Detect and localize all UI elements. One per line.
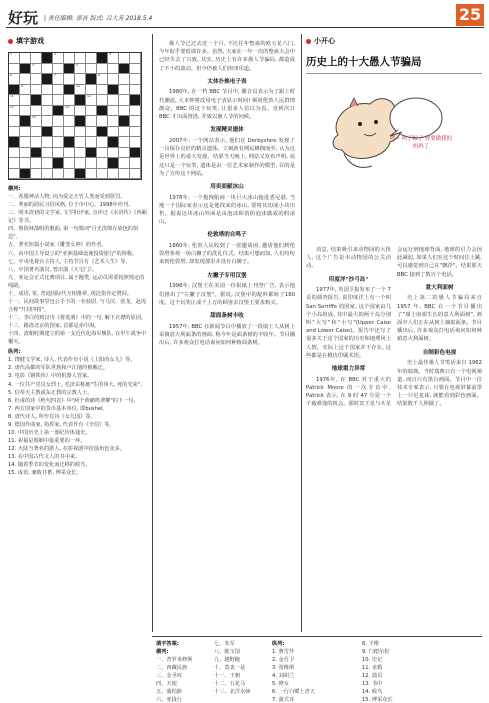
clue-number: 1: [10, 52, 12, 56]
answer-item: 13. 书中: [362, 681, 383, 688]
grid-cell: [64, 116, 75, 127]
grid-cell: [108, 74, 119, 85]
title-divider: [306, 73, 482, 74]
grid-block: [31, 148, 42, 159]
across-clue: 十二、李白的到汉诗《将进酒》中的一句, 解下衣襟的原因。: [8, 315, 147, 321]
grid-cell: [119, 53, 130, 64]
section-body: 1976年, 在 BBC 对于重大的 Patrick Moore 的一次专访中, Patrick 表示, 在 9 时 47 分是一个千载难逢的机会。那时冥王星与木星会运行到地球背面, 地球的引力会因此减弱, 如果人们在这个时间往上跳, 可以感觉到自己在"飘浮"。结果那天 BBC 接到了数百个电话。: [306, 247, 482, 408]
right-article: [306, 34, 482, 632]
grid-cell: [42, 116, 53, 127]
grid-cell: [119, 85, 130, 96]
section-body: 1980年, 在一档 BBC 节目中, 播音员表示为了跟上时代潮流, 大本钟将改用电子表显示时间! 顿时伦敦人民群情激奋。BBC 的这个玩笑, 让很多人信以为真。直到次日 BBC 才出面澄清, 并致以愚人节的问候。: [159, 89, 295, 121]
answer-item: 10. 史记: [362, 657, 383, 664]
right-intro: 消息, 结果吸引来动物园的大批人, 这个广告是市动物园的公关活动。: [306, 247, 391, 270]
grid-cell: [20, 85, 31, 96]
grid-cell: [31, 127, 42, 138]
right-section-title: 小开心: [314, 37, 335, 45]
grid-cell: [97, 169, 108, 180]
grid-cell: [97, 116, 108, 127]
grid-cell: [20, 137, 31, 148]
grid-cell: [86, 137, 97, 148]
grid-cell: [75, 64, 86, 75]
grid-cell: [64, 169, 75, 180]
grid-cell: [31, 74, 42, 85]
grid-block: [97, 106, 108, 117]
across-clue: 十三、路清北京的国家, 首都是赤中海。: [8, 323, 100, 330]
grid-cell: [53, 116, 64, 127]
clue-number: 13: [10, 104, 14, 109]
grid-block: [108, 137, 119, 148]
grid-block: [86, 74, 97, 85]
grid-cell: [130, 53, 141, 64]
grid-cell: [42, 158, 53, 169]
grid-block: [9, 137, 20, 148]
section-body: 史上第二的愚人节骗局来自 1957 年, BBC 在一个节目播出了"瑞士南部生长的意大利面树", 画面中人们正在从树上摘取面条。节目播出后, 许多观众打电话询问如何种植意大利面树。: [397, 295, 482, 343]
grid-cell: [75, 137, 86, 148]
answer-item: 二、西藏民族: [156, 665, 188, 672]
answer-item: 三、金圣叹: [156, 673, 182, 680]
grid-cell: [108, 53, 119, 64]
answer-item: 11. 求婚: [362, 665, 383, 672]
section-subtitle: 印度洋"沙弓岛": [328, 276, 369, 283]
down-clue: 11. 祝福是婚姻中最重要的一环。: [8, 437, 86, 444]
grid-cell: [108, 116, 119, 127]
grid-cell: [130, 106, 141, 117]
grid-block: [64, 137, 75, 148]
grid-cell: [119, 95, 130, 106]
clue-number: 7: [54, 73, 56, 77]
grid-cell: [31, 85, 42, 96]
grid-cell: [9, 106, 20, 117]
across-clue: 三、明末清初的文学家, 文学批评家, 点评过《水浒传》《西厢记》等书。: [8, 210, 147, 225]
answer-item: 九、越野跑: [214, 657, 240, 664]
grid-cell: [75, 106, 86, 117]
grid-cell: [53, 85, 64, 96]
clue-number: 6: [10, 73, 12, 77]
grid-cell: [75, 85, 86, 96]
grid-cell: [42, 64, 53, 75]
grid-cell: [119, 74, 130, 85]
down-clue: 12. 大陆当著名的游人, 在影视剧中扮演角色众多。: [8, 446, 125, 452]
across-clue: 一、希腊神话人物, 因为爱走天竹人类而受到惩罚。: [8, 194, 126, 201]
down-clue: 10. 中国历史上第一部纪传体通史。: [8, 429, 91, 436]
grid-cell: [86, 116, 97, 127]
clue-number: 3: [109, 52, 111, 56]
grid-cell: [119, 158, 130, 169]
answer-item: 十二、五花马: [214, 681, 246, 688]
grid-cell: [20, 74, 31, 85]
grid-cell: [108, 148, 119, 159]
grid-cell: [108, 64, 119, 75]
right-body: [306, 246, 482, 410]
across-clue: 十一、民间故事里包公手下的一名校尉, 与马汉、张龙、赵虎合称"开封四将"。: [8, 298, 147, 313]
grid-cell: [86, 64, 97, 75]
grid-cell: [42, 148, 53, 159]
grid-cell: [53, 137, 64, 148]
grid-cell: [53, 53, 64, 64]
down-clue: 5. 信奉天主教或东正教的宗教人士。: [8, 389, 93, 396]
grid-cell: [9, 158, 20, 169]
illustration-caption: 鸣~ 叫了粽子 你要做我的妈妈了: [390, 136, 452, 150]
across-clue: 十、成语, 常, 普通国际代互相推辈, 现泛指肯定赞同。: [8, 290, 133, 297]
clue-number: 8: [98, 73, 100, 77]
section-body: 1998年, 汉堡王在美国一份报纸上刊登广告, 表示他们推出了"左撇子汉堡"。据说, 汉堡中的配料都转了180度。这个玩笑让成千上万的顾客去汉堡王要求购买。: [159, 283, 295, 306]
grid-cell: [86, 127, 97, 138]
grid-block: [108, 158, 119, 169]
grid-cell: [86, 53, 97, 64]
grid-cell: [130, 169, 141, 180]
answer-item: 9. 门德尔松: [362, 649, 390, 656]
down-clue: 9. 德国作曲家, 指挥家, 代表作有《辛伯》等。: [8, 421, 115, 428]
answer-item: 一、普罗米修斯: [156, 657, 193, 664]
grid-cell: [97, 137, 108, 148]
masthead: [6, 4, 484, 28]
grid-cell: [108, 106, 119, 117]
grid-cell: [108, 95, 119, 106]
down-clue: 3. 电影《钢铁侠》中的机器人管家。: [8, 373, 93, 380]
grid-block: [119, 116, 130, 127]
grid-cell: [75, 158, 86, 169]
grid-cell: [130, 137, 141, 148]
grid-cell: [119, 127, 130, 138]
grid-block: [97, 127, 108, 138]
down-label: 纵列:: [8, 349, 21, 356]
section-subtitle: 左撇子专用汉堡: [207, 272, 247, 279]
grid-cell: [97, 158, 108, 169]
grid-cell: [20, 158, 31, 169]
grid-cell: [20, 95, 31, 106]
grid-block: [75, 116, 86, 127]
crossword-grid: [8, 52, 142, 180]
section-body: 1978年, 一个拖拽船商一块巨大冰山拖进悉尼港, 当地一个国际家表示这是他找来的冰山, 要将其切成小块出售。据说这块冰山外面是由泡沫和消防泡沫做成的假冰山。: [159, 194, 295, 226]
grid-cell: [31, 137, 42, 148]
bullet-icon: [8, 39, 13, 44]
grid-cell: [64, 158, 75, 169]
answers-down-col-2: [358, 637, 448, 703]
grid-cell: [31, 116, 42, 127]
section-subtitle: 发现精灵遗体: [210, 127, 244, 134]
grid-cell: [64, 95, 75, 106]
answer-item: 14. 候鸟: [362, 689, 383, 696]
answers-left-col: [152, 637, 210, 703]
grid-block: [86, 148, 97, 159]
grid-cell: [86, 106, 97, 117]
section-subtitle: 太体扑焕电子表: [207, 78, 247, 85]
section-body: 史上最佳愚人节笑话来自 1962年的瑞典。当时瑞典只有一个电视频道, 而且只有黑白画面。节目中一位技术专家表示, 只要在电视屏幕前罩上一只尼龙袜, 就能看到彩色画面。结果数千人照做了。: [397, 360, 482, 408]
grid-cell: [86, 169, 97, 180]
right-section-header: [306, 36, 482, 46]
answer-item: 7. 蒲式耳: [272, 697, 295, 703]
down-clue: 7. 西方国家中的货币基本单位, 即bushel。: [8, 405, 108, 412]
grid-cell: [42, 85, 53, 96]
grid-cell: [86, 95, 97, 106]
grid-cell: [9, 53, 20, 64]
grid-cell: [20, 148, 31, 159]
grid-block: [64, 85, 75, 96]
bullet-icon: [306, 39, 311, 44]
grid-cell: [130, 64, 141, 75]
across-clue: 八、中国著名演员, 曾出演《大宅门》。: [8, 266, 97, 273]
grid-cell: [119, 169, 130, 180]
across-clue-list: [8, 193, 148, 346]
answer-item: 2. 金吾卫: [272, 657, 295, 664]
clue-number: 11: [10, 94, 14, 98]
down-clue: 6. 杜甫的诗《绝句四首》中"两个黄鹂鸣翠柳"的下一句。: [8, 397, 139, 404]
clue-number: 10: [76, 83, 80, 88]
grid-cell: [42, 137, 53, 148]
down-clue: 13. 在中国古代文人的书中来。: [8, 454, 81, 461]
grid-block: [53, 158, 64, 169]
across-clue: 二、秀丽的韵民习俗风格, 位于市中心。1998年停刊。: [8, 202, 134, 209]
grid-cell: [130, 127, 141, 138]
section-subtitle: 地球重力异常: [331, 366, 366, 373]
grid-block: [42, 74, 53, 85]
grid-block: [108, 85, 119, 96]
down-clue: 4. 一位共产党员女烈士, 毛泽东称她"生的伟大, 死的光荣"。: [8, 381, 146, 388]
grid-cell: [53, 127, 64, 138]
grid-block: [20, 116, 31, 127]
answer-item: 12. 演员: [362, 673, 383, 680]
puzzle-section-title: 填字游戏: [16, 37, 44, 45]
grid-block: [75, 95, 86, 106]
clue-number: 2: [54, 52, 56, 56]
grid-cell: [53, 169, 64, 180]
grid-cell: [130, 158, 141, 169]
across-clue: 九、亚运会正式比赛项目, 属于跑类, 运动员需要按照规定的线路。: [8, 274, 145, 289]
grid-cell: [64, 53, 75, 64]
clue-number: 15: [32, 115, 36, 119]
section-body: 1957年, BBC 在新闻节目中播放了一段瑞士人从树上采摘意大利面条的画面, 称今年是面条树的丰收年。节目播出后, 许多观众打电话询问如何种植面条树。: [159, 323, 295, 347]
clue-number: 4: [32, 62, 34, 67]
answers-across-label: 横列:: [156, 649, 169, 656]
down-clue: 15. 成语, 兼收并蓄, 博采众长。: [8, 470, 82, 477]
grid-block: [42, 53, 53, 64]
across-clue: 四、蔡依林演唱的歌曲, 第一句歌词"月光洗绵在染色的窗边"。: [8, 226, 139, 241]
answer-item: 3. 贾维斯: [272, 665, 295, 672]
grid-cell: [42, 169, 53, 180]
grid-cell: [97, 95, 108, 106]
grid-cell: [130, 85, 141, 96]
grid-cell: [31, 64, 42, 75]
grid-cell: [108, 169, 119, 180]
grid-block: [31, 95, 42, 106]
across-clue: 六、由中国主导设立的"亚洲基础设施投资银行"的简称。: [8, 250, 138, 257]
grid-cell: [75, 148, 86, 159]
masthead-meta: | 责任编辑: 郭吾 版式: 吕大芳 2018.5.4: [44, 15, 153, 22]
grid-cell: [9, 148, 20, 159]
section-subtitle: 自制彩色电视: [422, 349, 457, 356]
crossword-clues: [8, 185, 148, 477]
grid-cell: [31, 158, 42, 169]
answer-item: 八、陈宝国: [214, 649, 240, 656]
grid-block: [130, 148, 141, 159]
down-clue: 1. 饶健文学家, 诗人, 代表作有小说《上阳的女儿》等。: [8, 357, 136, 364]
clue-number: 14: [65, 104, 69, 109]
section-body: 2007年, 一个网站表示, 他们在 Derbyshire 发现了一具保存良好的精灵遗体。立刻就有网民蜂拥而至, 认为这是世界上的重大发现。结果当天晚上, 网站又发布声明, 说这只是一个玩笑, 遗体是由一位艺术家制作的模型, 目的是为了宣传这个网站。: [159, 137, 295, 177]
answer-item: 4. 刘胡兰: [272, 673, 295, 680]
middle-article: [152, 34, 302, 632]
grid-cell: [130, 74, 141, 85]
answer-item: 十、莫衷一是: [214, 665, 246, 672]
cartoon-fish-icon: [320, 80, 470, 182]
grid-cell: [75, 74, 86, 85]
across-label: 横列:: [8, 186, 21, 192]
grid-cell: [130, 116, 141, 127]
cartoon-illustration: [320, 80, 470, 182]
grid-block: [20, 169, 31, 180]
answers-heading: 填字答案:: [156, 641, 179, 647]
middle-sections: [159, 78, 295, 347]
grid-cell: [64, 74, 75, 85]
section-subtitle: 用卖面献冰山: [210, 183, 244, 190]
grid-block: [75, 169, 86, 180]
answer-item: 七、朱军: [214, 641, 235, 647]
article-title: 历史上的十大愚人节骗局: [306, 56, 422, 68]
down-clue: 8. 唐代诗人, 所作有诗《女儿国》等。: [8, 413, 96, 420]
grid-cell: [64, 148, 75, 159]
grid-cell: [53, 74, 64, 85]
grid-cell: [119, 106, 130, 117]
puzzle-section-header: [8, 36, 148, 46]
answer-strip: [152, 636, 482, 703]
grid-cell: [86, 158, 97, 169]
clue-number: 9: [21, 83, 23, 88]
grid-cell: [75, 127, 86, 138]
section-subtitle: 伦敦塔的自鸣子: [207, 232, 247, 239]
clue-number: 12: [87, 94, 91, 98]
grid-block: [130, 95, 141, 106]
grid-cell: [9, 95, 20, 106]
grid-block: [53, 106, 64, 117]
grid-block: [97, 53, 108, 64]
grid-cell: [75, 53, 86, 64]
grid-cell: [42, 106, 53, 117]
answer-item: 十三、北洋水师: [214, 689, 251, 696]
answer-item: 1. 曹雪芹: [272, 649, 295, 656]
page-number: 25: [456, 4, 484, 26]
across-clue: 七、中央电视台主持人, 主持节目有《艺术人生》等。: [8, 258, 131, 265]
grid-cell: [119, 148, 130, 159]
answer-item: 15. 博采众长: [362, 697, 393, 703]
answers-down-label: 纵列:: [272, 641, 285, 647]
answer-item: 十一、王朝: [214, 673, 240, 680]
grid-cell: [64, 106, 75, 117]
answer-item: 6. 一行白鹭上青天: [272, 689, 315, 696]
grid-cell: [42, 95, 53, 106]
grid-block: [20, 64, 31, 75]
answer-item: 四、天使: [156, 681, 177, 688]
grid-block: [64, 64, 75, 75]
grid-cell: [9, 169, 20, 180]
grid-cell: [9, 127, 20, 138]
grid-cell: [97, 74, 108, 85]
answer-item: 六、亚投行: [156, 697, 182, 703]
grid-block: [42, 127, 53, 138]
grid-cell: [97, 85, 108, 96]
across-clue: 五、著名短篇小说家《雕笼女神》的作者。: [8, 242, 107, 249]
across-clue: 十四、清朝时期建立的第一支近代化海军舰队, 在甲午战争中覆灭。: [8, 331, 147, 346]
grid-cell: [64, 127, 75, 138]
grid-cell: [9, 74, 20, 85]
grid-cell: [31, 53, 42, 64]
grid-cell: [9, 116, 20, 127]
grid-cell: [97, 148, 108, 159]
grid-cell: [119, 137, 130, 148]
grid-cell: [20, 106, 31, 117]
answer-item: 5. 修女: [272, 681, 289, 688]
section-body: 1860年, 伦敦人民收到了一张邀请函, 邀请他们到伦敦塔参观一场白狮子的洗礼仪式。结果可想而知, 人们纷纷来到伦敦塔, 却发现那里并没有白狮子。: [159, 243, 295, 266]
down-clue: 2. 唐代高都的军队世族和卢江地的被搬迁。: [8, 365, 108, 372]
answer-item: 五、蒲松龄: [156, 689, 182, 696]
grid-cell: [20, 127, 31, 138]
brand-title: 好玩: [8, 9, 39, 27]
down-clue: 14. 随着季节的变化而迁移的候鸟。: [8, 462, 91, 469]
grid-cell: [108, 127, 119, 138]
down-clue-list: [8, 356, 148, 477]
grid-cell: [31, 169, 42, 180]
grid-cell: [53, 148, 64, 159]
grid-cell: [20, 53, 31, 64]
section-body: 1977年, 英国卫报发布了一个 7 页的调查报告, 说印度洋上有一个叫 San Serriffe 的国家, 这个国家由几个小岛组成, 其中最大的两个岛分别叫"大写"和"小写"(Upper Caise and Lower Caise)。报告中还写了很多关于这个国家的历史和地理风土人情。实际上这个国家并不存在, 这些都是在模仿印刷术语。: [306, 287, 391, 359]
grid-cell: [53, 95, 64, 106]
crossword-column: [8, 36, 148, 632]
answers-mid-col: [210, 637, 268, 698]
clue-number: 5: [76, 62, 78, 67]
answers-down-col: [268, 637, 358, 703]
grid-block: [119, 64, 130, 75]
section-subtitle: 意大利面树: [425, 284, 454, 291]
section-subtitle: 甜面条树丰收: [210, 312, 244, 319]
answer-item: 8. 王维: [362, 641, 379, 647]
middle-intro: 愚人节已过去近一个月, 不比往年整蛊的欧五花八门, 今年似乎要低调许多。虽然, 大家在一年一次的整蛊大会中已经失去了兴致, 其实, 历史上有许多愚人节骗局, 都造成了不小的波动。但今仍被人们津津乐道。: [159, 41, 295, 72]
